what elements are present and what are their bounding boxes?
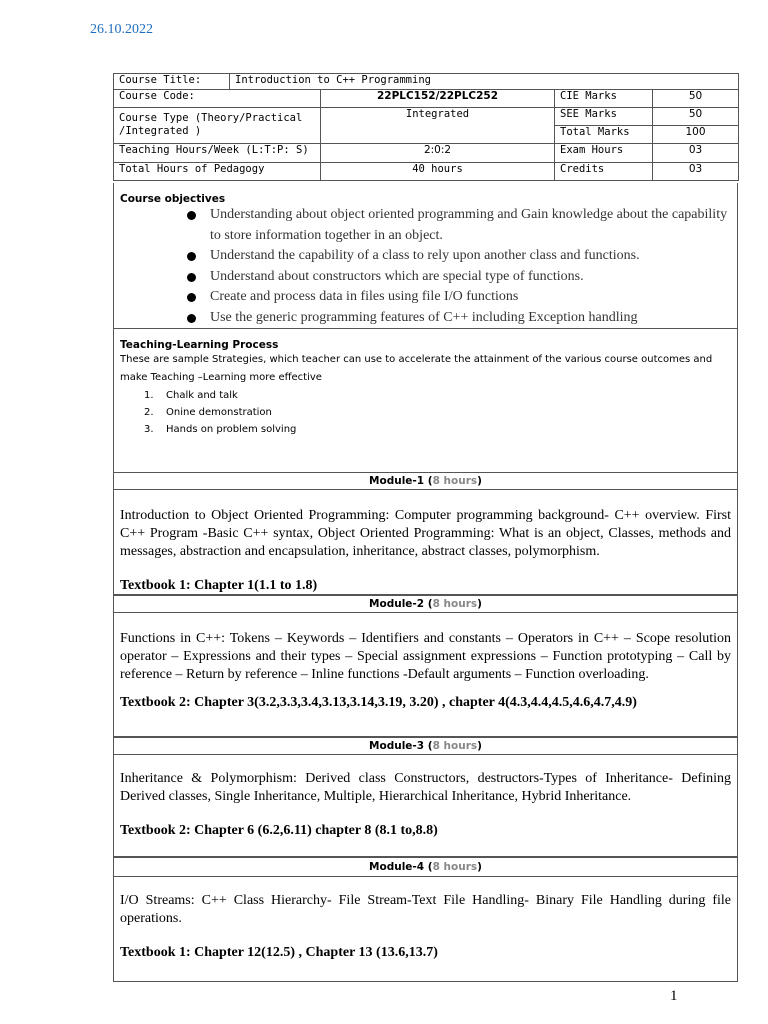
bullet-icon [187,293,196,302]
module-2-header: Module-2 (8 hours) [113,595,738,613]
module-4-textbook: Textbook 1: Chapter 12(12.5) , Chapter 13 (13.6,13.7) [120,945,438,960]
bullet-icon [187,314,196,323]
see-marks-value: 50 [653,108,739,126]
bullet-icon [187,252,196,261]
course-code-label: Course Code: [114,90,321,108]
list-item: 2. Onine demonstration [144,407,272,418]
list-item: 1. Chalk and talk [144,390,238,401]
total-marks-value: 100 [653,126,739,144]
exam-hours-value: 03 [653,144,739,163]
module-3-content: Inheritance & Polymorphism: Derived class Constructors, destructors-Types of Inheritance- Defining Derived classes, Single Inheritance, Multiple, Hierarchical Inheritance, Hybrid Inheritance. [120,771,731,804]
objectives-list [114,205,737,328]
list-item: Create and process data in files using file I/O functions [114,287,737,308]
total-hours-label: Total Hours of Pedagogy [114,163,321,181]
bullet-icon [187,211,196,220]
tlp-intro: These are sample Strategies, which teacher can use to accelerate the attainment of the various course outcomes and make Teaching –Learning more effective [120,354,713,383]
teaching-learning-section [113,329,738,473]
total-marks-label: Total Marks [555,126,653,144]
course-info-table [113,73,739,181]
module-1-header: Module-1 (8 hours) [113,472,738,490]
teaching-hours-value: 2:0:2 [321,144,555,163]
list-item: Understand the capability of a class to rely upon another class and functions. [114,246,737,267]
module-1-textbook: Textbook 1: Chapter 1(1.1 to 1.8) [120,578,318,593]
module-1-content: Introduction to Object Oriented Programming: Computer programming background- C++ overview. First C++ Program -Basic C++ syntax, Object Oriented Programming: What is an object, Classes, methods and messages, abstraction and encapsulation, inheritance, abstract classes, polymorphism. [120,508,731,559]
module-4-header: Module-4 (8 hours) [113,857,738,877]
course-title-label: Course Title: [114,74,230,90]
module-4-body [113,876,738,982]
cie-marks-label: CIE Marks [555,90,653,108]
exam-hours-label: Exam Hours [555,144,653,163]
bullet-icon [187,273,196,282]
module-2-content: Functions in C++: Tokens – Keywords – Identifiers and constants – Operators in C++ – Scope resolution operator – Expressions and their types – Special assignment expressions – Function prototyping – Call by reference – Return by reference – Inline functions -Default arguments – Function overloading. [120,631,731,682]
tlp-list [114,387,737,438]
list-item: Understand about constructors which are special type of functions. [114,267,737,288]
module-2-textbook: Textbook 2: Chapter 3(3.2,3.3,3.4,3.13,3.14,3.19, 3.20) , chapter 4(4.3,4.4,4.5,4.6,4.7,4.9) [120,695,637,710]
see-marks-label: SEE Marks [555,108,653,126]
module-3-body [113,754,738,857]
credits-value: 03 [653,163,739,181]
course-type-value: Integrated [321,108,555,144]
list-item: 3. Hands on problem solving [144,424,297,435]
course-type-label: Course Type (Theory/Practical /Integrated ) [114,108,321,144]
credits-label: Credits [555,163,653,181]
course-title-value: Introduction to C++ Programming [230,74,739,90]
list-item: Understanding about object oriented programming and Gain knowledge about the capability to store information together in an object. [114,205,737,246]
module-2-body [113,612,738,737]
module-4-content: I/O Streams: C++ Class Hierarchy- File Stream-Text File Handling- Binary File Handling during file operations. [120,893,731,926]
tlp-title: Teaching-Learning Process [120,339,279,351]
course-objectives-section [113,183,738,329]
course-objectives-title: Course objectives [120,193,226,205]
module-1-body [113,489,738,595]
course-code-value: 22PLC152/22PLC252 [321,90,555,108]
list-item: Use the generic programming features of C++ including Exception handling [114,308,737,329]
module-3-header: Module-3 (8 hours) [113,737,738,755]
module-3-textbook: Textbook 2: Chapter 6 (6.2,6.11) chapter 8 (8.1 to,8.8) [120,823,438,838]
cie-marks-value: 50 [653,90,739,108]
total-hours-value: 40 hours [321,163,555,181]
page-number: 1 [670,988,678,1004]
teaching-hours-label: Teaching Hours/Week (L:T:P: S) [114,144,321,163]
document-date: 26.10.2022 [90,22,153,37]
